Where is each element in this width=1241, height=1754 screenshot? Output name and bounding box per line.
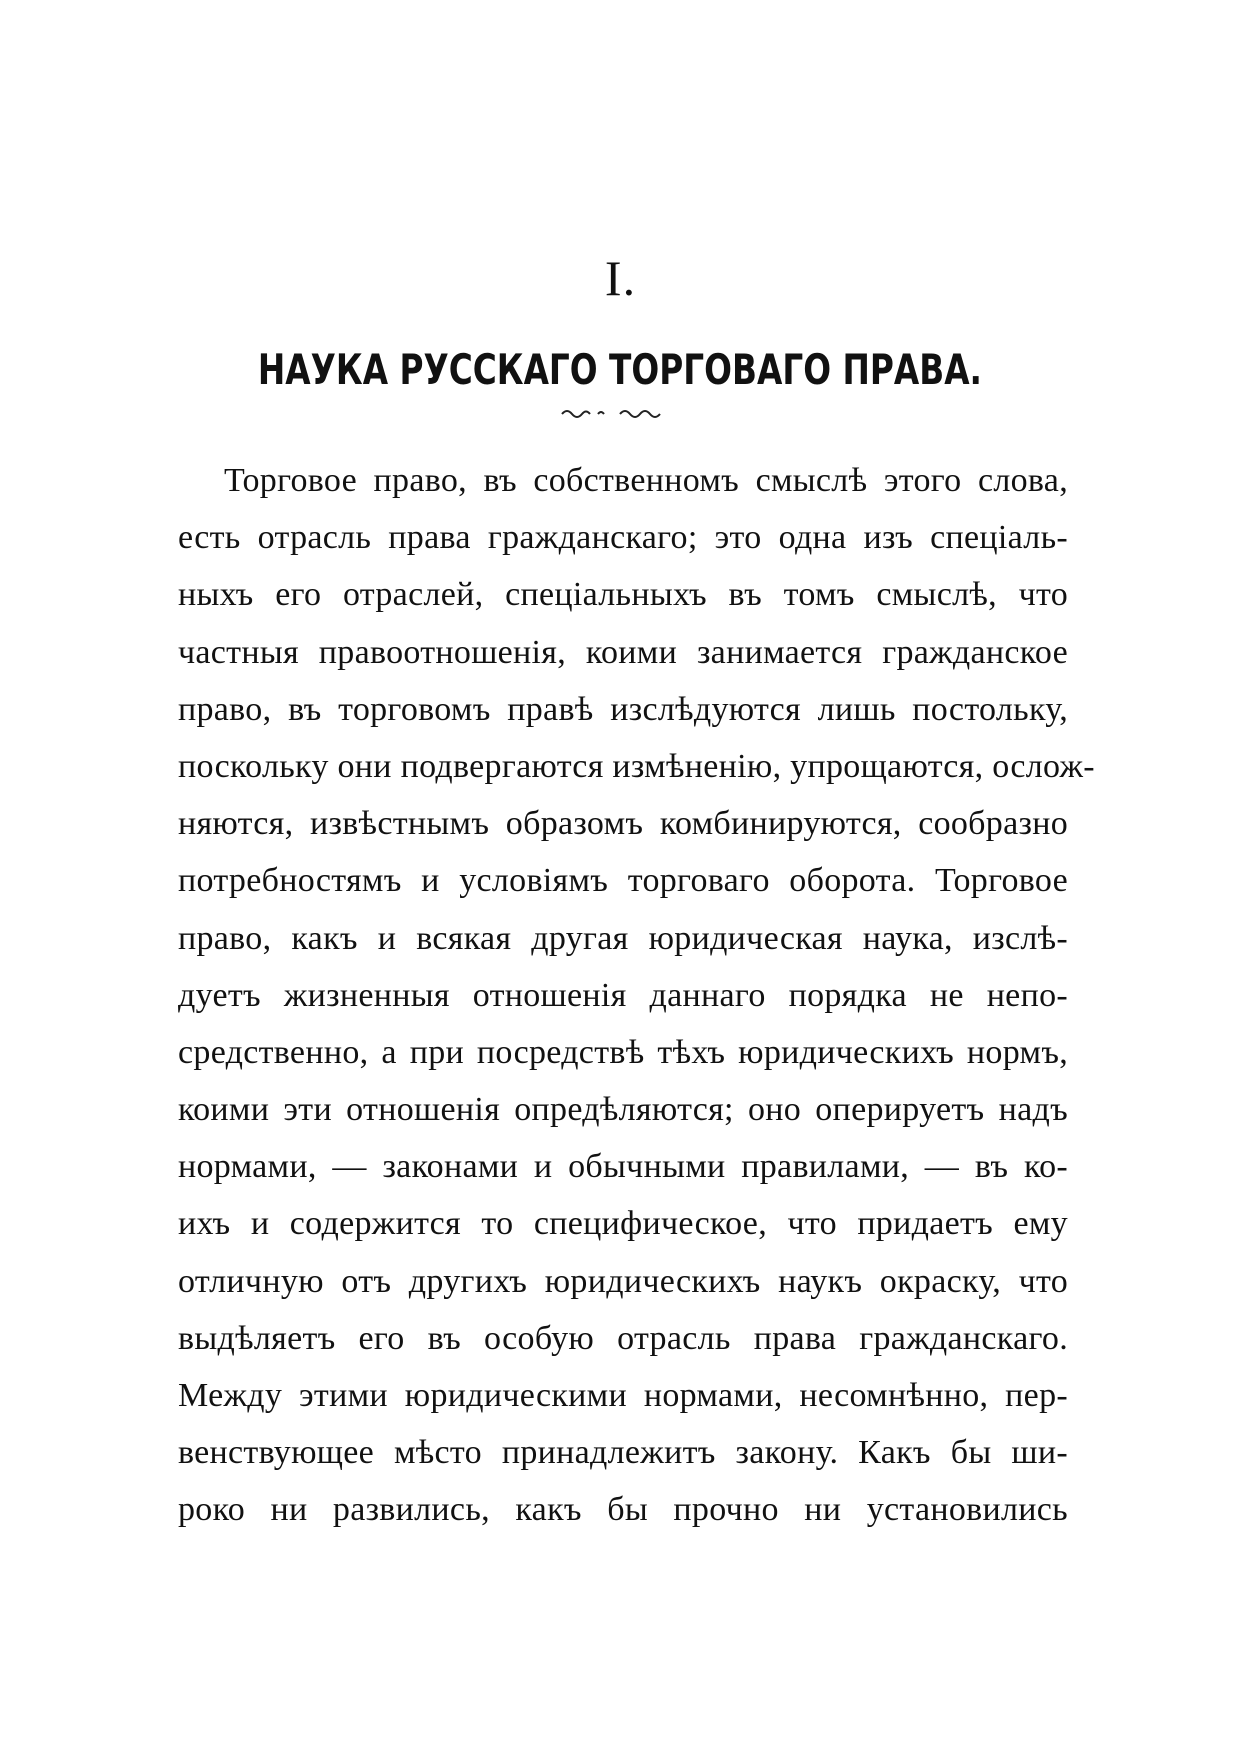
text-line: венствующее мѣсто принадлежитъ закону. Какъ бы ши- <box>178 1434 1068 1472</box>
text-line: Между этими юридическими нормами, несомнѣнно, пер- <box>178 1377 1068 1414</box>
text-line: частныя правоотношенія, коими занимается гражданское <box>178 633 1068 671</box>
text-line: поскольку они подвергаются измѣненію, упрощаются, ослож- <box>178 747 1095 785</box>
text-line: выдѣляетъ его въ особую отрасль права гражданскаго. <box>178 1319 1068 1357</box>
text-line: средственно, а при посредствѣ тѣхъ юридическихъ нормъ, <box>178 1033 1068 1071</box>
text-line: дуетъ жизненныя отношенія даннаго порядка не непо- <box>178 976 1068 1014</box>
text-line: отличную отъ другихъ юридическихъ наукъ окраску, что <box>178 1262 1068 1300</box>
text-line: нормами, — законами и обычными правилами, — въ ко- <box>178 1148 1068 1186</box>
body-text <box>178 452 1095 1539</box>
chapter-title: НАУКА РУССКАГО ТОРГОВАГО ПРАВА. <box>257 345 983 394</box>
text-line: Торговое право, въ собственномъ смыслѣ этого слова, <box>224 462 1068 499</box>
text-line: коими эти отношенія опредѣляются; оно оперируетъ надъ <box>178 1091 1068 1129</box>
text-line: есть отрасль права гражданскаго; это одна изъ спеціаль- <box>178 519 1068 557</box>
text-line: потребностямъ и условіямъ торговаго оборота. Торговое <box>178 862 1068 900</box>
text-line: няются, извѣстнымъ образомъ комбинируются, сообразно <box>178 805 1068 843</box>
ornament-divider <box>560 402 670 428</box>
text-line: право, въ торговомъ правѣ изслѣдуются лишь постольку, <box>178 690 1068 728</box>
text-line: ныхъ его отраслей, спеціальныхъ въ томъ смыслѣ, что <box>178 576 1068 614</box>
text-line: право, какъ и всякая другая юридическая наука, изслѣ- <box>178 919 1068 957</box>
chapter-number: I. <box>604 250 637 306</box>
text-line: ихъ и содержится то специфическое, что придаетъ ему <box>178 1205 1068 1243</box>
text-line: роко ни развились, какъ бы прочно ни установились <box>178 1491 1068 1529</box>
